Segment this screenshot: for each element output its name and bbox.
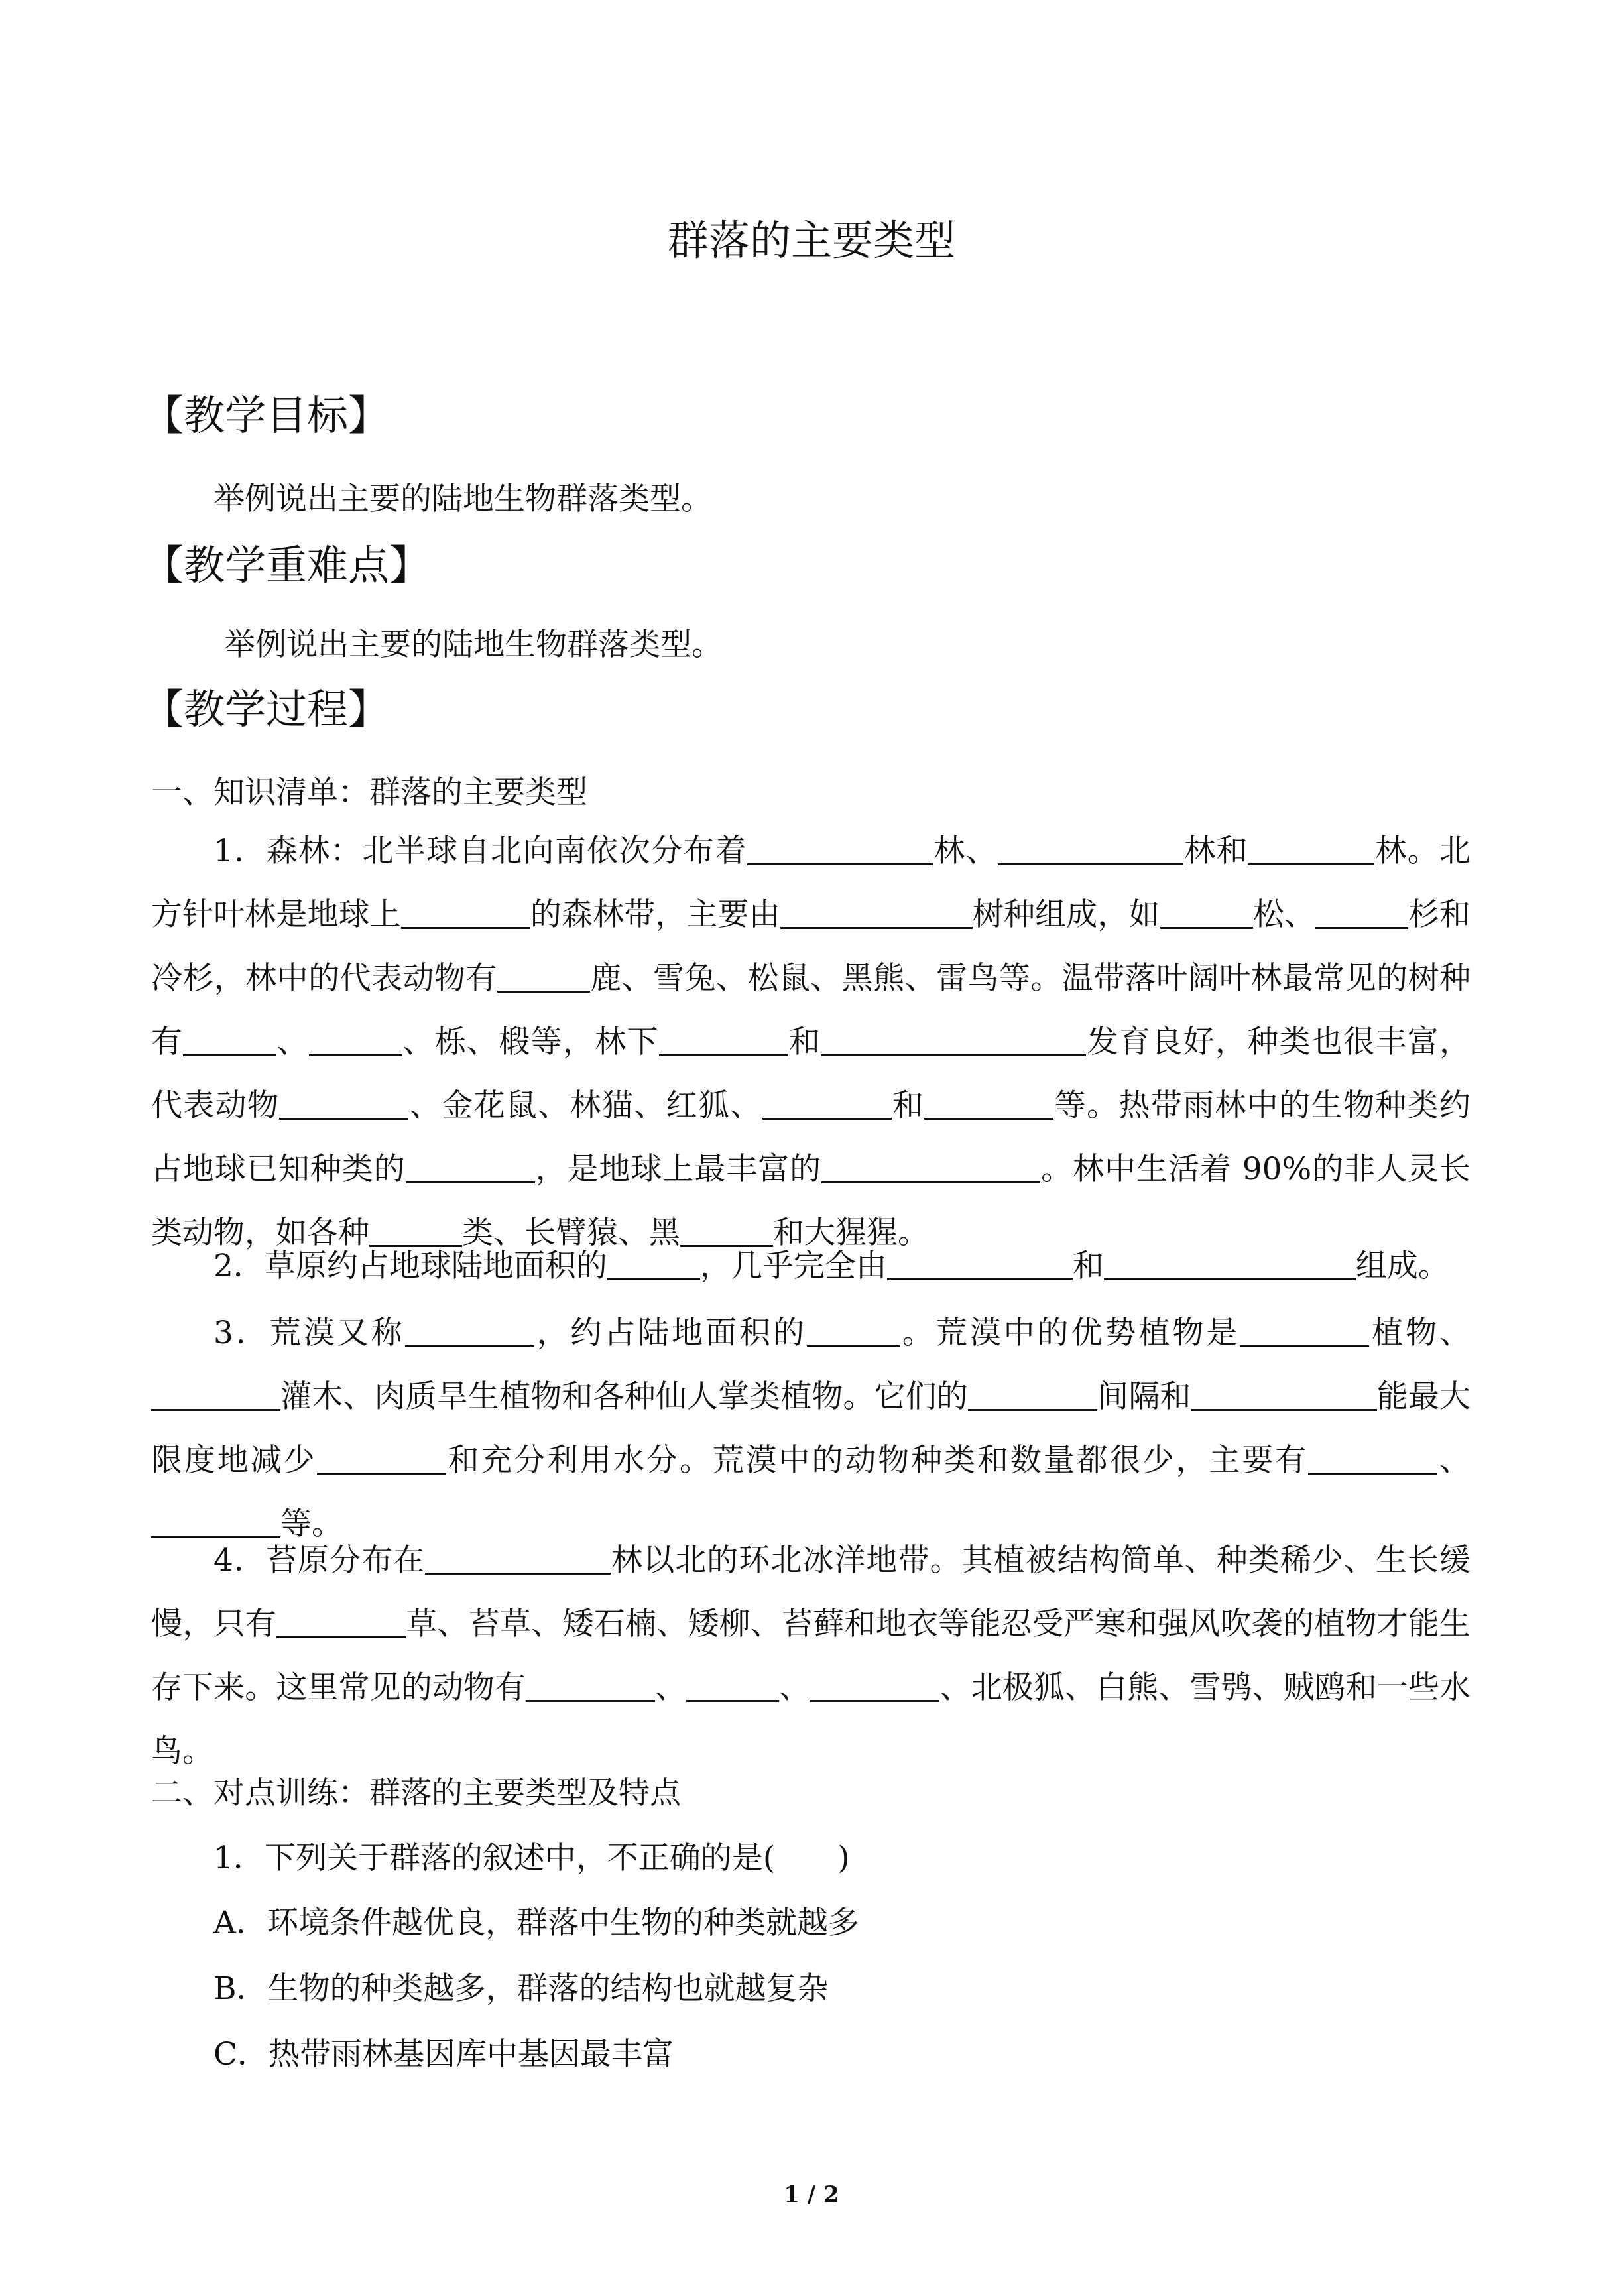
option-a: A．环境条件越优良，群落中生物的种类就越多	[213, 1905, 859, 1941]
page-number: 1 / 2	[784, 2181, 839, 2208]
fill-blank[interactable]	[183, 1026, 276, 1056]
fill-blank[interactable]	[821, 1026, 1086, 1056]
fill-blank[interactable]	[317, 1444, 446, 1474]
fill-blank[interactable]	[1160, 898, 1253, 928]
fill-blank[interactable]	[279, 1089, 408, 1119]
option-c: C．热带雨林基因库中基因最丰富	[213, 2036, 674, 2073]
fill-blank[interactable]	[807, 1317, 900, 1347]
fill-blank[interactable]	[810, 1671, 939, 1701]
paragraph-forest: 1．森林：北半球自北向南依次分布着 林、 林和 林。北方针叶林是地球上 的森林带，主要由 树种组成，如 松、 杉和冷杉，林中的代表动物有 鹿、雪兔、松鼠、黑熊、雷鸟等。温带落叶阔叶林最常见的树种有 、 、栎、椴等，林下 和 发育良好，种类也很丰富，代表动物 、金花鼠、林猫、红狐、 和 等。热带雨林中的生物种类约占地球已知种类的 ，是地球上最丰富的 。林中生活着 90%的非人灵长类动物，如各种 类、长臂猿、黑 和大猩猩。	[151, 833, 1471, 1251]
fill-blank[interactable]	[747, 835, 933, 865]
heading-objectives: 【教学目标】	[143, 391, 390, 440]
paragraph-grassland: 2．草原约占地球陆地面积的 ，几乎完全由 和 组成。	[213, 1248, 1449, 1284]
fill-blank[interactable]	[401, 898, 530, 928]
key-points-text: 举例说出主要的陆地生物群落类型。	[224, 627, 723, 663]
heading-key-points: 【教学重难点】	[143, 541, 431, 589]
fill-blank[interactable]	[762, 1089, 892, 1119]
fill-blank[interactable]	[998, 835, 1183, 865]
fill-blank[interactable]	[821, 1153, 1040, 1183]
fill-blank[interactable]	[1104, 1250, 1356, 1280]
question-1: 1．下列关于群落的叙述中，不正确的是( )	[213, 1840, 850, 1876]
fill-blank[interactable]	[526, 1671, 655, 1701]
section2-title: 二、对点训练：群落的主要类型及特点	[151, 1775, 681, 1811]
page-title: 群落的主要类型	[667, 216, 955, 265]
fill-blank[interactable]	[887, 1250, 1073, 1280]
fill-blank[interactable]	[276, 1608, 406, 1638]
fill-blank[interactable]	[1315, 898, 1408, 928]
fill-blank[interactable]	[1308, 1444, 1437, 1474]
fill-blank[interactable]	[607, 1250, 700, 1280]
paragraph-tundra: 4．苔原分布在 林以北的环北冰洋地带。其植被结构简单、种类稀少、生长缓慢，只有 草、苔草、矮石楠、矮柳、苔藓和地衣等能忍受严寒和强风吹袭的植物才能生存下来。这里常见的动物有 、 、 、北极狐、白熊、雪鸮、贼鸥和一些水鸟。	[151, 1542, 1471, 1770]
fill-blank[interactable]	[309, 1026, 402, 1056]
fill-blank[interactable]	[1191, 1380, 1377, 1410]
section1-title: 一、知识清单：群落的主要类型	[151, 774, 587, 811]
fill-blank[interactable]	[405, 1317, 534, 1347]
fill-blank[interactable]	[151, 1380, 280, 1410]
fill-blank[interactable]	[780, 898, 973, 928]
fill-blank[interactable]	[406, 1153, 535, 1183]
fill-blank[interactable]	[659, 1026, 788, 1056]
paragraph-desert: 3．荒漠又称 ，约占陆地面积的 。荒漠中的优势植物是 植物、灌木、肉质旱生植物和各种仙人掌类植物。它们的 间隔和 能最大限度地减少 和充分利用水分。荒漠中的动物种类和数量都很少，主要有 、等。	[151, 1315, 1471, 1542]
fill-blank[interactable]	[686, 1671, 779, 1701]
fill-blank[interactable]	[425, 1544, 611, 1574]
fill-blank[interactable]	[497, 962, 590, 992]
option-b: B．生物的种类越多，群落的结构也就越复杂	[213, 1970, 829, 2007]
fill-blank[interactable]	[1240, 1317, 1369, 1347]
objectives-text: 举例说出主要的陆地生物群落类型。	[213, 481, 712, 517]
fill-blank[interactable]	[924, 1089, 1053, 1119]
fill-blank[interactable]	[1248, 835, 1374, 865]
fill-blank[interactable]	[968, 1380, 1097, 1410]
heading-process: 【教学过程】	[143, 685, 390, 733]
